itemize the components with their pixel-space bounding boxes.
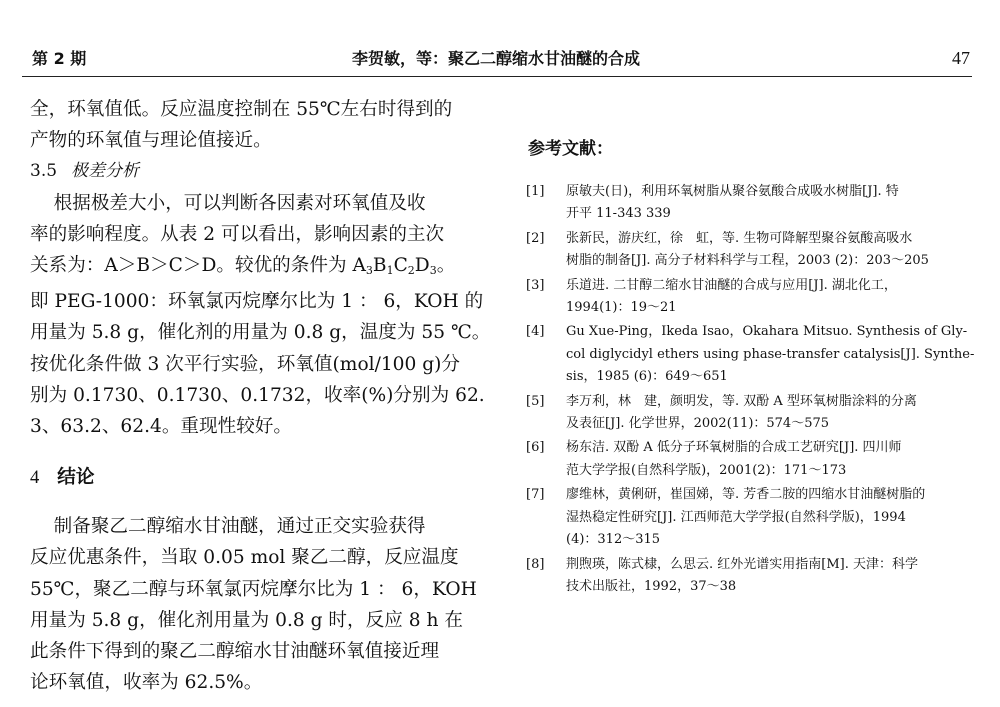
optimal-condition	[352, 255, 436, 276]
range-line-1: 根据极差大小，可以判断各因素对环氧值及收	[30, 192, 426, 214]
reference-line: 1994(1)：19～21	[566, 300, 677, 316]
range-line-6: 按优化条件做 3 次平行实验，环氧值(mol/100 g)分	[30, 353, 460, 375]
range-line-2: 率的影响程度。从表 2 可以看出，影响因素的主次	[30, 223, 445, 245]
reference-line: sis，1985 (6)：649～651	[566, 369, 728, 385]
range-line-3-text: 关系为：A＞B＞C＞D。较优的条件为	[30, 255, 353, 277]
range-line-5: 用量为 5.8 g，催化剂的用量为 0.8 g，温度为 55 ℃。	[30, 322, 491, 344]
reference-index: [6]	[526, 440, 545, 456]
reference-line: 原敏夫(日)，利用环氧树脂从聚谷氨酸合成吸水树脂[J]. 特	[566, 184, 899, 199]
opt-level-b: 1	[386, 264, 394, 278]
reference-line: (4)：312～315	[566, 532, 661, 548]
reference-line: 范大学学报(自然科学版)，2001(2)：171～173	[566, 462, 847, 478]
reference-line: 开平 11-343 339	[566, 206, 671, 222]
reference-line: 树脂的制备[J]. 高分子材料科学与工程，2003 (2)：203～205	[566, 253, 929, 269]
opt-level-d: 3	[429, 264, 437, 278]
conclusion-line-6: 论环氧值，收率为 62.5%。	[30, 672, 263, 694]
conclusion-line-4: 用量为 5.8 g，催化剂用量为 0.8 g 时，反应 8 h 在	[30, 609, 463, 631]
opt-factor-b: B	[372, 255, 387, 277]
section-3-5-heading	[30, 156, 490, 187]
section-number: 4	[30, 467, 40, 489]
running-title: 李贺敏，等：聚乙二醇缩水甘油醚的合成	[351, 49, 640, 68]
opt-level-a: 3	[365, 264, 373, 278]
opt-level-c: 2	[407, 264, 415, 278]
reference-line: 廖维林，黄俐研，崔国娣，等. 芳香二胺的四缩水甘油醚树脂的	[566, 487, 926, 503]
conclusion-line-5: 此条件下得到的聚乙二醇缩水甘油醚环氧值接近理	[30, 641, 440, 663]
section-title: 极差分析	[71, 161, 140, 182]
section-number: 3.5	[30, 161, 58, 182]
reference-line: 张新民，游庆红，徐 虹，等. 生物可降解型聚谷氨酸高吸水	[566, 230, 913, 246]
reference-line: col diglycidyl ethers using phase-transfer catalysis[J]. Synthe-	[566, 346, 975, 362]
reference-index: [8]	[526, 556, 545, 572]
range-line-8: 3、63.2、62.4。重现性较好。	[30, 416, 292, 438]
range-line-3	[30, 250, 490, 286]
reference-line: 杨东洁. 双酚 A 低分子环氧树脂的合成工艺研究[J]. 四川师	[566, 440, 902, 456]
reference-line: Gu Xue-Ping，Ikeda Isao，Okahara Mitsuo. Synthesis of Gly-	[566, 324, 968, 340]
right-column	[526, 94, 980, 600]
reference-line: 乐道进. 二甘醇二缩水甘油醚的合成与应用[J]. 湖北化工，	[566, 277, 897, 293]
reference-line: 李万利，林 建，颜明发，等. 双酚 A 型环氧树脂涂料的分离	[566, 393, 917, 409]
range-line-7: 别为 0.1730、0.1730、0.1732，收率(%)分别为 62.	[30, 384, 485, 406]
conclusion-line-2: 反应优惠条件，当取 0.05 mol 聚乙二醇，反应温度	[30, 547, 459, 569]
opt-factor-c: C	[393, 255, 408, 277]
range-line-3-end: 。	[436, 255, 456, 277]
reference-index: [1]	[526, 184, 545, 199]
reference-line: 技术出版社，1992，37～38	[566, 578, 737, 594]
intro-line-1: 全，环氧值低。反应温度控制在 55℃左右时得到的	[30, 99, 453, 120]
reference-item	[526, 228, 980, 273]
reference-line: 及表征[J]. 化学世界，2002(11)：574～575	[566, 416, 830, 432]
reference-line: 荆煦瑛，陈式棣，么思云. 红外光谱实用指南[M]. 天津：科学	[566, 556, 918, 572]
section-4-heading	[30, 462, 490, 493]
reference-item	[526, 484, 980, 551]
reference-index: [7]	[526, 487, 545, 503]
range-line-4: 即 PEG-1000：环氧氯丙烷摩尔比为 1 ： 6，KOH 的	[30, 291, 484, 313]
reference-item	[526, 181, 980, 226]
page-number: 47	[952, 48, 970, 68]
conclusion-line-3: 55℃，聚乙二醇与环氧氯丙烷摩尔比为 1 ： 6，KOH	[30, 578, 477, 600]
header-rule	[22, 76, 972, 77]
reference-item	[526, 275, 980, 320]
intro-line-2: 产物的环氧值与理论值接近。	[30, 130, 272, 152]
reference-item	[526, 321, 980, 388]
reference-item	[526, 391, 980, 436]
reference-index: [3]	[526, 277, 545, 293]
section-title: 结论	[57, 467, 95, 489]
reference-index: [2]	[526, 230, 545, 246]
references-title: 参考文献：	[528, 139, 613, 159]
issue-label: 第 2 期	[32, 49, 87, 68]
conclusion-line-1: 制备聚乙二醇缩水甘油醚，通过正交实验获得	[30, 516, 426, 538]
reference-list	[526, 181, 980, 598]
reference-item	[526, 554, 980, 599]
opt-factor-d: D	[414, 255, 430, 277]
left-column	[30, 94, 490, 698]
reference-line: 湿热稳定性研究[J]. 江西师范大学学报(自然科学版)，1994	[566, 509, 906, 525]
reference-item	[526, 437, 980, 482]
opt-factor-a: A	[352, 255, 366, 277]
reference-index: [4]	[526, 324, 545, 340]
page-header	[22, 46, 970, 76]
reference-index: [5]	[526, 393, 545, 409]
